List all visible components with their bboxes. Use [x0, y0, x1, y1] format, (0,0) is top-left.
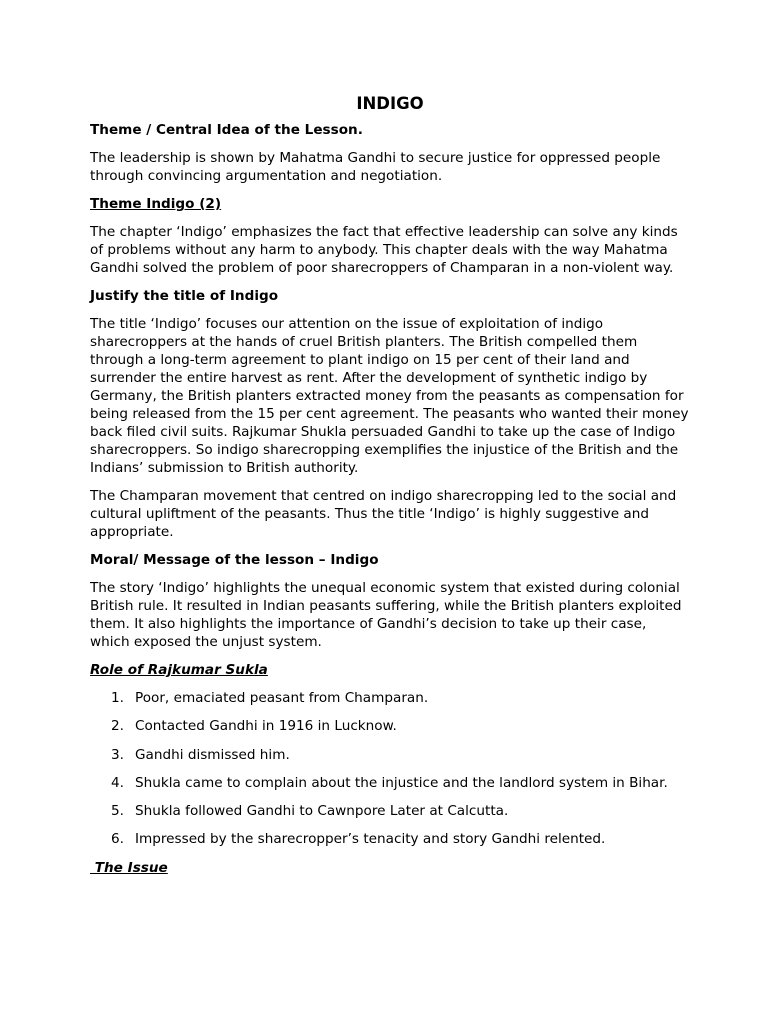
document-page: [90, 93, 690, 887]
list-item-text: Impressed by the sharecropper’s tenacity and story Gandhi relented.: [135, 831, 606, 848]
heading-the-issue: The Issue: [90, 859, 168, 876]
list-item-number: 6.: [111, 831, 124, 848]
list-item-number: 3.: [111, 746, 124, 763]
list-item-number: 4.: [111, 774, 124, 791]
list-item-number: 1.: [111, 690, 124, 706]
heading-moral: Moral/ Message of the lesson – Indigo: [90, 552, 379, 568]
list-item-text: Contacted Gandhi in 1916 in Lucknow.: [135, 718, 397, 735]
list-item: [90, 774, 690, 792]
paragraph-theme-indigo: The chapter ‘Indigo’ emphasizes the fact that effective leadership can solve any kinds of problems without any harm to anybody. This chapter deals with the way Mahatma Gandhi solved the problem of poor sharecroppers of Champaran in a non-violent way.: [90, 224, 678, 276]
paragraph-justify-title-2: The Champaran movement that centred on indigo sharecropping led to the social and cultural upliftment of the peasants. Thus the title ‘Indigo’ is highly suggestive and appropriate.: [90, 488, 677, 540]
heading-theme-central: Theme / Central Idea of the Lesson.: [90, 122, 363, 138]
list-item: [90, 746, 690, 764]
list-item: [90, 802, 690, 820]
heading-role-rajkumar: Role of Rajkumar Sukla: [90, 662, 268, 678]
list-item-text: Poor, emaciated peasant from Champaran.: [135, 690, 429, 706]
role-rajkumar-list: [90, 689, 690, 848]
paragraph-justify-title-1: The title ‘Indigo’ focuses our attention on the issue of exploitation of indigo sharecroppers at the hands of cruel British planters. The British compelled them through a long-term agreement to plant indigo on 15 per cent of their land and surrender the entire harvest as rent. After the development of synthetic indigo by Germany, the British planters extracted money from the peasants as compensation for being released from the 15 per cent agreement. The peasants who wanted their money back filed civil suits. Rajkumar Shukla persuaded Gandhi to take up the case of Indigo sharecroppers. So indigo sharecropping exemplifies the injustice of the British and the Indians’ submission to British authority.: [90, 316, 689, 476]
list-item-text: Gandhi dismissed him.: [135, 746, 290, 763]
paragraph-theme-central: The leadership is shown by Mahatma Gandhi to secure justice for oppressed people through convincing argumentation and negotiation.: [90, 150, 661, 184]
list-item-text: Shukla followed Gandhi to Cawnpore Later at Calcutta.: [135, 803, 509, 820]
heading-theme-indigo: Theme Indigo (2): [90, 196, 222, 212]
list-item: [90, 830, 690, 848]
list-item: [90, 717, 690, 735]
list-item-text: Shukla came to complain about the injustice and the landlord system in Bihar.: [135, 774, 668, 791]
list-item: [90, 689, 690, 707]
heading-justify-title: Justify the title of Indigo: [90, 288, 279, 304]
list-item-number: 2.: [111, 718, 124, 735]
paragraph-moral: The story ‘Indigo’ highlights the unequal economic system that existed during colonial British rule. It resulted in Indian peasants suffering, while the British planters exploited them. It also highlights the importance of Gandhi’s decision to take up their case, which exposed the unjust system.: [90, 580, 682, 650]
document-title: INDIGO: [356, 94, 424, 113]
list-item-number: 5.: [111, 803, 124, 820]
